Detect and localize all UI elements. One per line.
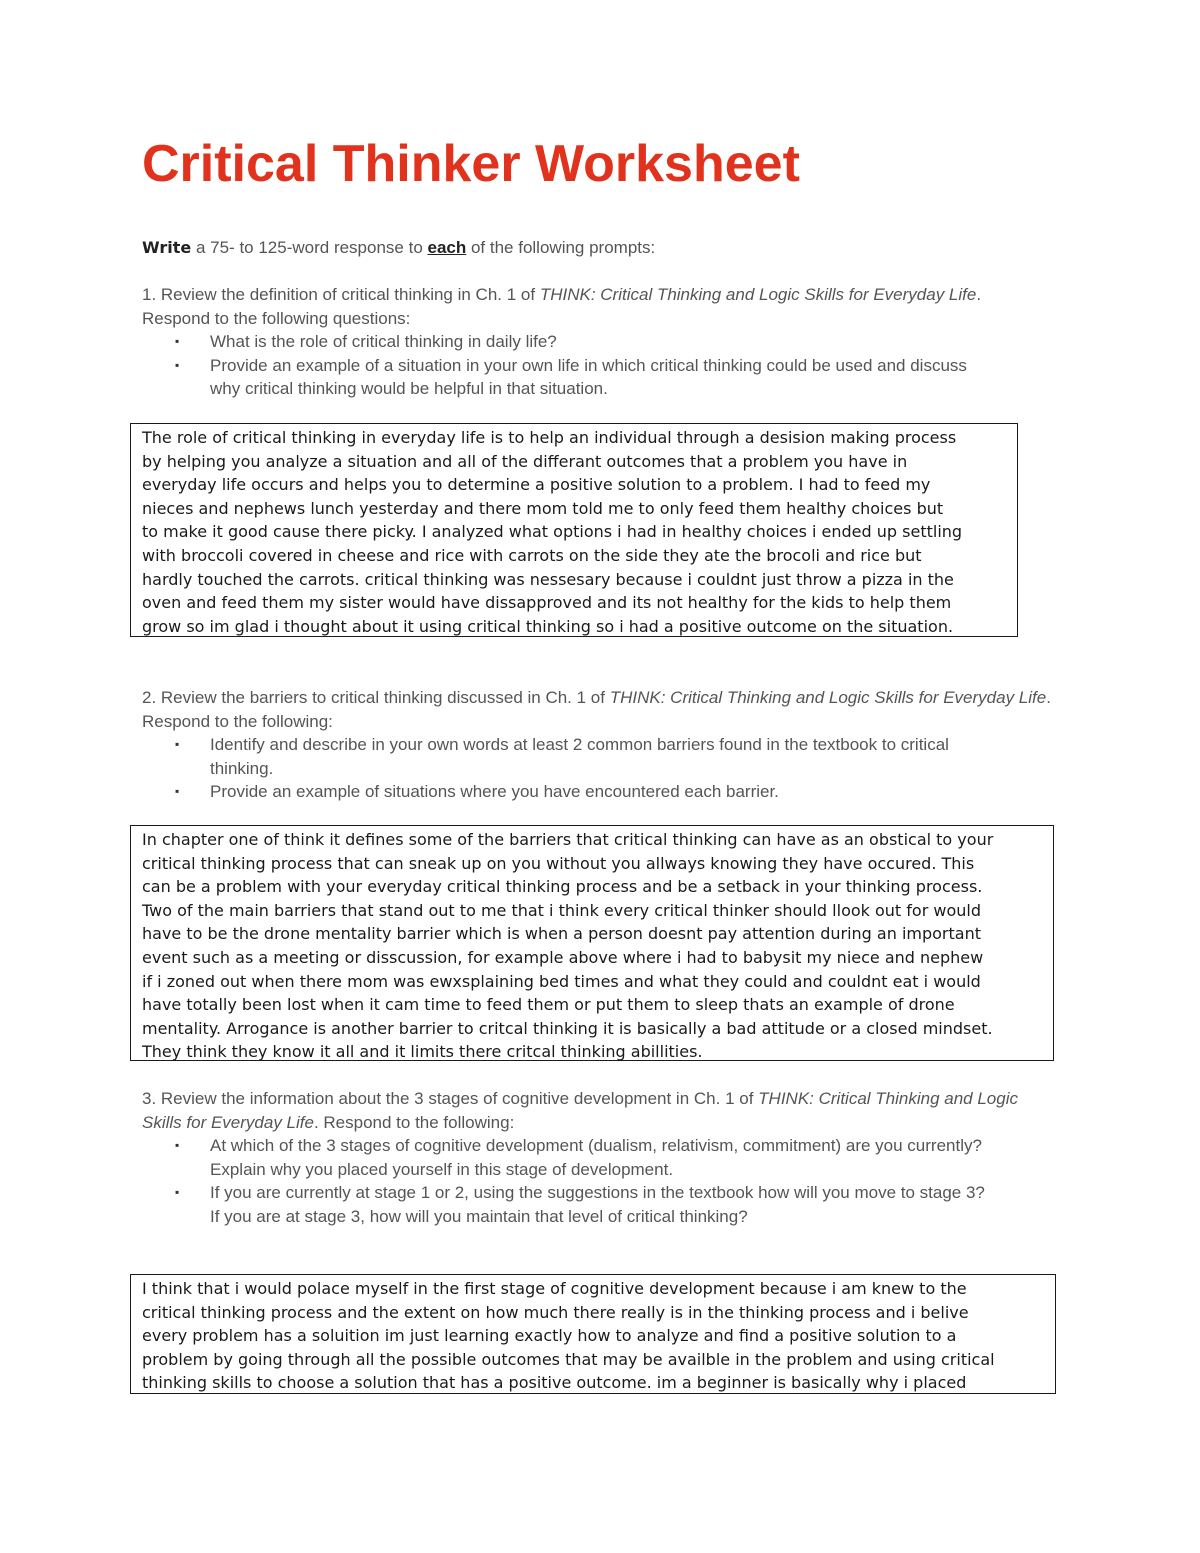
bullet-icon: ▪ bbox=[175, 737, 180, 751]
bullet-text: Provide an example of a situation in your own life in which critical thinking could be used and discuss why critical thinking would be helpful in that situation. bbox=[210, 355, 967, 398]
bullet-text: What is the role of critical thinking in daily life? bbox=[210, 332, 557, 351]
answer-1-line: by helping you analyze a situation and all of the differant outcomes that a problem you have in bbox=[142, 451, 908, 471]
answer-3-line: I think that i would polace myself in the first stage of cognitive development because i am knew to the bbox=[142, 1279, 967, 1298]
prompt-2-lead: 2. Review the barriers to critical thinking discussed in Ch. 1 of bbox=[142, 688, 610, 707]
answer-3-line: critical thinking process and the extent on how much there really is in the thinking process and i belive bbox=[142, 1302, 969, 1322]
prompt-2-text bbox=[142, 686, 1052, 733]
answer-box-2 bbox=[130, 825, 1054, 1061]
prompt-2-tail: . Respond to the following: bbox=[142, 688, 1051, 731]
intro-end-text: of the following prompts: bbox=[466, 238, 656, 257]
answer-2-line: critical thinking process that can sneak up on you without you allways knowing they have occured. This bbox=[142, 853, 975, 873]
prompt-3-bullet-2 bbox=[175, 1181, 990, 1228]
prompt-3 bbox=[142, 1087, 1052, 1228]
answer-1-line: with broccoli covered in cheese and rice with carrots on the side they ate the brocoli and rice but bbox=[142, 545, 922, 565]
answer-2-line: In chapter one of think it defines some of the barriers that critical thinking can have as an obstical to your bbox=[142, 830, 994, 849]
answer-3-line: thinking skills to choose a solution that has a positive outcome. im a beginner is basically why i placed bbox=[142, 1373, 967, 1393]
prompt-2-bullet-1 bbox=[175, 733, 990, 780]
prompt-1-tail: . Respond to the following questions: bbox=[142, 285, 982, 328]
bullet-icon: ▪ bbox=[175, 357, 180, 372]
bullet-text: Provide an example of situations where you have encountered each barrier. bbox=[210, 782, 779, 801]
worksheet-title: Critical Thinker Worksheet bbox=[142, 135, 800, 193]
answer-3-line: problem by going through all the possible outcomes that may be availble in the problem and using critical bbox=[142, 1349, 995, 1369]
answer-1-line: to make it good cause there picky. I analyzed what options i had in healthy choices i ended up settling bbox=[142, 522, 963, 542]
answer-2-line: have to be the drone mentality barrier which is when a person doesnt pay attention during an important bbox=[142, 924, 981, 944]
intro-bold-word: Write bbox=[142, 238, 192, 257]
prompt-1-bullets bbox=[142, 330, 990, 401]
intro-underlined-word: each bbox=[427, 238, 467, 257]
answer-2-line: have totally been lost when it cam time to feed them or put them to sleep thats an example of drone bbox=[142, 995, 955, 1015]
answer-1-line: oven and feed them my sister would have dissapproved and its not healthy for the kids to help them bbox=[142, 593, 952, 613]
answer-2-line: Two of the main barriers that stand out to me that i think every critical thinker should llook out for would bbox=[142, 900, 981, 920]
prompt-1-bullet-2 bbox=[175, 354, 990, 401]
answer-2-line: mentality. Arrogance is another barrier to critcal thinking it is basically a bad attitude or a closed mindset. bbox=[142, 1018, 993, 1038]
bullet-icon: ▪ bbox=[175, 1138, 180, 1152]
prompt-1-lead: 1. Review the definition of critical thinking in Ch. 1 of bbox=[142, 285, 540, 304]
bullet-text: Identify and describe in your own words at least 2 common barriers found in the textbook to critical thinking. bbox=[210, 735, 949, 778]
answer-2-line: They think they know it all and it limits there critcal thinking abillities. bbox=[142, 1042, 703, 1061]
bullet-icon: ▪ bbox=[175, 784, 180, 798]
prompt-1-bullet-1 bbox=[175, 330, 990, 354]
prompt-2-book-title: THINK: Critical Thinking and Logic Skills for Everyday Life bbox=[609, 688, 1047, 707]
prompt-3-bullet-1 bbox=[175, 1134, 990, 1181]
prompt-2-bullet-2 bbox=[175, 780, 990, 804]
answer-1-line: grow so im glad i thought about it using critical thinking so i had a positive outcome on the situation. bbox=[142, 616, 954, 636]
bullet-icon: ▪ bbox=[175, 1185, 180, 1199]
answer-box-1 bbox=[130, 423, 1018, 637]
answer-1-line: hardly touched the carrots. critical thinking was nessesary because i couldnt just throw a pizza in the bbox=[142, 569, 954, 589]
prompt-3-bullets bbox=[142, 1134, 990, 1228]
prompt-1 bbox=[142, 283, 1052, 401]
answer-1-line: nieces and nephews lunch yesterday and there mom told me to only feed them healthy choices but bbox=[142, 498, 944, 518]
prompt-3-tail: . Respond to the following: bbox=[313, 1112, 515, 1132]
prompt-1-text bbox=[142, 283, 1052, 330]
bullet-icon: ▪ bbox=[175, 334, 180, 348]
answer-box-3 bbox=[130, 1274, 1056, 1394]
prompt-3-text bbox=[142, 1087, 1052, 1134]
answer-1-line: The role of critical thinking in everyday life is to help an individual through a desision making process bbox=[142, 428, 957, 447]
intro-instructions bbox=[142, 236, 655, 260]
prompt-1-book-title: THINK: Critical Thinking and Logic Skills for Everyday Life bbox=[539, 285, 977, 304]
answer-1-line: everyday life occurs and helps you to determine a positive solution to a problem. I had to feed my bbox=[142, 475, 931, 495]
prompt-3-book-title: THINK: Critical Thinking and Logic Skills for Everyday Life bbox=[142, 1089, 1018, 1132]
answer-3-line: every problem has a soluition im just learning exactly how to analyze and find a positive solution to a bbox=[142, 1326, 957, 1346]
answer-2-line: if i zoned out when there mom was ewxsplaining bed times and what they could and couldnt eat i would bbox=[142, 971, 981, 991]
prompt-2 bbox=[142, 686, 1052, 804]
bullet-text: At which of the 3 stages of cognitive development (dualism, relativism, commitment) are you currently? Explain why you placed yourself in this stage of development. bbox=[210, 1136, 982, 1179]
answer-2-line: can be a problem with your everyday critical thinking process and be a setback in your thinking process. bbox=[142, 877, 983, 897]
prompt-3-lead: 3. Review the information about the 3 stages of cognitive development in Ch. 1 of bbox=[142, 1089, 759, 1108]
prompt-2-bullets bbox=[142, 733, 990, 804]
intro-middle-text: a 75- to 125-word response to bbox=[191, 238, 428, 257]
bullet-text: If you are currently at stage 1 or 2, using the suggestions in the textbook how will you move to stage 3? If you are at stage 3, how will you maintain that level of critical thinking? bbox=[210, 1183, 985, 1226]
answer-2-line: event such as a meeting or disscussion, for example above where i had to babysit my niece and nephew bbox=[142, 947, 984, 967]
